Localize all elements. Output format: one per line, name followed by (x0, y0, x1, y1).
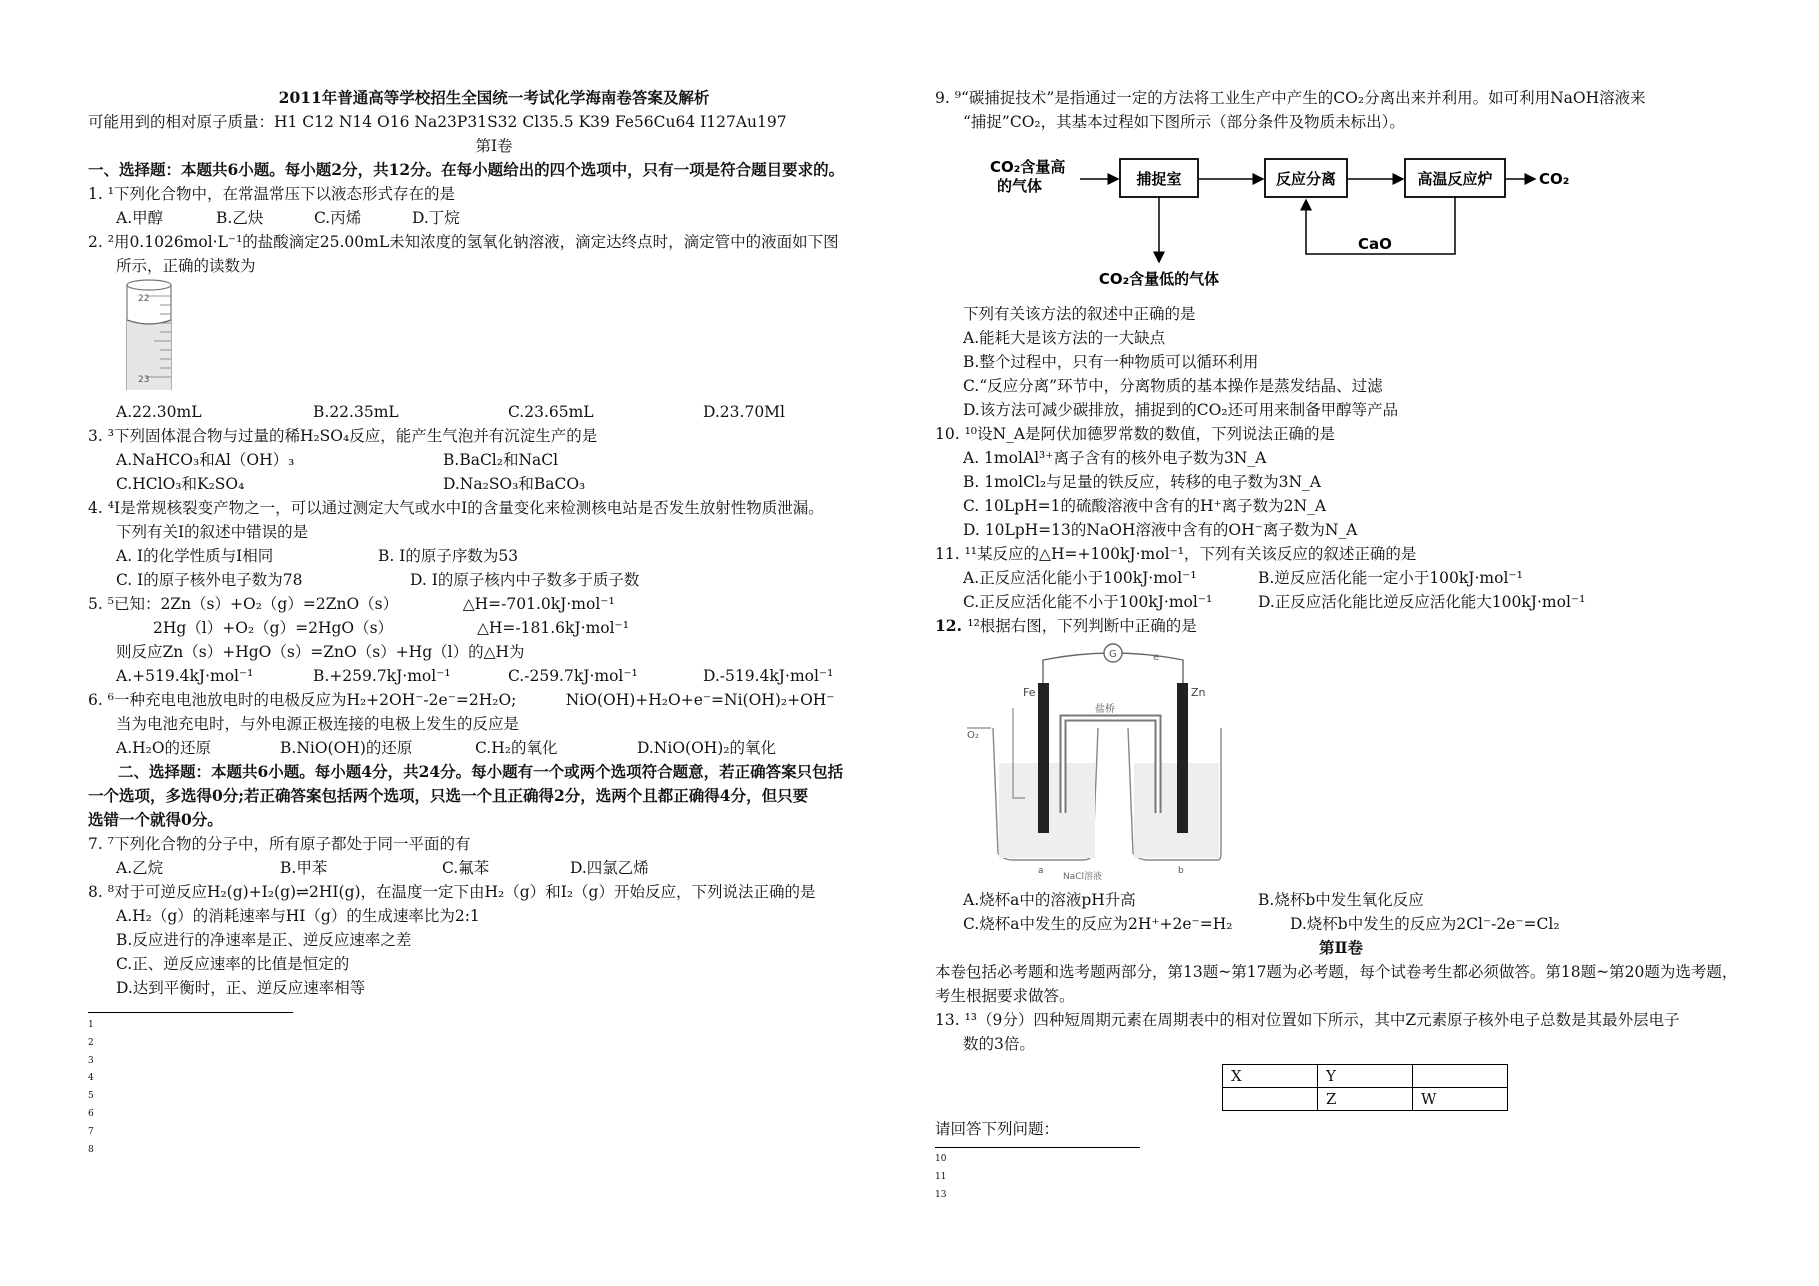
option-a: A.22.30mL (116, 403, 202, 421)
question-9-prompt: 下列有关该方法的叙述中正确的是 (963, 305, 1196, 323)
beaker-b-label: b (1178, 866, 1184, 876)
question-1 (88, 182, 900, 206)
option-c: C.丙烯 (314, 209, 362, 227)
footnote: 4 (88, 1073, 94, 1084)
reaction-separation-label: 反应分离 (1275, 170, 1337, 188)
galvanic-cell-figure (935, 638, 1747, 888)
galvanic-cell-diagram (963, 638, 1223, 883)
section-two-line2: 一个选项，多选得0分;若正确答案包括两个选项，只选一个且正确得2分，选两个且都正确得4分，但只要 (88, 786, 809, 805)
carbon-capture-flowchart (935, 134, 1747, 302)
page-title: 2011年普通高等学校招生全国统一考试化学海南卷答案及解析 (278, 88, 710, 107)
question-number: 2. (88, 233, 103, 251)
option-c: C. 10LpH=1的硫酸溶液中含有的H⁺离子数为2N_A (963, 497, 1327, 515)
zn-label: Zn (1191, 686, 1206, 699)
question-stem: ¹²根据右图，下列判断中正确的是 (967, 617, 1197, 635)
question-stem: ¹⁰设N_A是阿伏加德罗常数的数值，下列说法正确的是 (964, 425, 1336, 443)
option-a: A.+519.4kJ·mol⁻¹ (116, 667, 254, 685)
table-row (1223, 1088, 1508, 1111)
option-d: D.烧杯b中发生的反应为2Cl⁻-2e⁻=Cl₂ (1290, 915, 1560, 933)
enthalpy-1: △H=-701.0kJ·mol⁻¹ (462, 595, 615, 613)
question-5-options (88, 664, 900, 688)
part-two-heading: 第Ⅱ卷 (1318, 938, 1364, 957)
footnote: 1 (88, 1020, 94, 1030)
option-b: B.甲苯 (280, 859, 328, 877)
question-9-stem-cont: “捕捉”CO₂，其基本过程如下图所示（部分条件及物质未标出）。 (963, 113, 1405, 131)
question-2 (88, 230, 900, 254)
left-column (88, 86, 900, 1159)
question-13-stem-cont: 数的3倍。 (963, 1035, 1035, 1053)
question-number: 10. (935, 425, 960, 443)
question-1-options (88, 206, 900, 230)
beaker-a-label: a (1038, 866, 1044, 876)
option-c: C.23.65mL (508, 403, 594, 421)
option-c: C.正、逆反应速率的比值是恒定的 (116, 955, 350, 973)
oxygen-label: O₂ (967, 730, 979, 741)
question-4 (88, 496, 900, 520)
option-d: D.23.70Ml (703, 403, 786, 421)
question-4-options-row1 (88, 544, 900, 568)
table-cell (1223, 1088, 1318, 1111)
question-stem: ⁴I是常规核裂变产物之一，可以通过测定大气或水中I的含量变化来检测核电站是否发生放射性物质泄漏。 (107, 499, 824, 517)
table-row (1223, 1065, 1508, 1088)
question-13 (935, 1008, 1747, 1032)
footnote: 10 (935, 1154, 947, 1164)
flow-input-line2: 的气体 (997, 177, 1043, 195)
question-3-options-row2 (88, 472, 900, 496)
low-co2-gas-label: CO₂含量低的气体 (1098, 270, 1220, 288)
option-d: D.NiO(OH)₂的氧化 (637, 739, 777, 757)
question-12-options-row2 (935, 912, 1747, 936)
option-b: B.烧杯b中发生氧化反应 (1258, 891, 1424, 909)
option-d: D.四氯乙烯 (570, 859, 649, 877)
flow-input-line1: CO₂含量高 (990, 158, 1066, 176)
question-stem: ⁶一种充电电池放电时的电极反应为H₂+2OH⁻-2e⁻=2H₂O; (107, 691, 517, 709)
option-a: A.烧杯a中的溶液pH升高 (963, 891, 1136, 909)
flowchart-diagram (975, 134, 1575, 299)
option-c: C.“反应分离”环节中，分离物质的基本操作是蒸发结晶、过滤 (963, 377, 1383, 395)
question-7 (88, 832, 900, 856)
question-number: 1. (88, 185, 103, 203)
question-stem: ¹下列化合物中，在常温常压下以液态形式存在的是 (107, 185, 455, 203)
question-3-options-row1 (88, 448, 900, 472)
question-6-stem-cont: 当为电池充电时，与外电源正极连接的电极上发生的反应是 (116, 715, 520, 733)
table-cell (1413, 1065, 1508, 1088)
question-number: 11. (935, 545, 960, 563)
footnote: 11 (935, 1171, 947, 1182)
footnotes-right (935, 1151, 1747, 1204)
question-11-options-row2 (935, 590, 1747, 614)
option-d: D.Na₂SO₃和BaCO₃ (443, 475, 586, 493)
question-2-options (88, 400, 900, 424)
section-two-line1: 二、选择题：本题共6小题。每小题4分，共24分。每小题有一个或两个选项符合题意，若正确答案只包括 (118, 762, 844, 781)
zn-electrode (1177, 683, 1188, 833)
option-c: C. I的原子核外电子数为78 (116, 571, 303, 589)
option-b: B.整个过程中，只有一种物质可以循环利用 (963, 353, 1259, 371)
footnote-divider (935, 1147, 1140, 1148)
question-number: 8. (88, 883, 103, 901)
option-c: C.-259.7kJ·mol⁻¹ (508, 667, 638, 685)
svg-text:e: e (1153, 652, 1160, 663)
question-13-prompt: 请回答下列问题： (935, 1120, 1060, 1138)
footnote: 6 (88, 1108, 94, 1119)
fe-label: Fe (1023, 686, 1036, 699)
question-5-eq2 (88, 616, 900, 640)
option-a: A. 1molAl³⁺离子含有的核外电子数为3N_A (963, 449, 1267, 467)
footnote: 3 (88, 1055, 94, 1066)
question-stem: ⁷下列化合物的分子中，所有原子都处于同一平面的有 (107, 835, 471, 853)
question-5-stem-cont: 则反应Zn（s）+HgO（s）=ZnO（s）+Hg（l）的△H为 (116, 643, 525, 661)
atomic-masses: 可能用到的相对原子质量：H1 C12 N14 O16 Na23P31S32 Cl35.5 K39 Fe56Cu64 I127Au197 (88, 113, 787, 131)
burette-diagram (116, 278, 186, 398)
question-11-options-row1 (935, 566, 1747, 590)
electrode-equation: NiO(OH)+H₂O+e⁻=Ni(OH)₂+OH⁻ (565, 691, 835, 709)
furnace-label: 高温反应炉 (1417, 170, 1493, 188)
footnotes-left (88, 1017, 900, 1159)
question-10 (935, 422, 1747, 446)
question-7-options (88, 856, 900, 880)
burette-tick-22: 22 (138, 294, 150, 304)
footnote-divider (88, 1012, 293, 1013)
table-cell: W (1413, 1088, 1508, 1111)
question-stem: ²用0.1026mol·L⁻¹的盐酸滴定25.00mL未知浓度的氢氧化钠溶液，滴定达终点时，滴定管中的液面如下图 (107, 233, 839, 251)
burette-figure (88, 278, 900, 400)
option-d: D.丁烷 (412, 209, 460, 227)
question-number: 9. (935, 89, 950, 107)
option-c: C.H₂的氧化 (475, 739, 558, 757)
option-c: C.氟苯 (442, 859, 490, 877)
section-two-line3: 选错一个就得0分。 (88, 810, 223, 829)
right-column (935, 86, 1747, 1204)
fe-electrode (1038, 683, 1049, 833)
question-8 (88, 880, 900, 904)
flow-output-label: CO₂ (1539, 170, 1570, 188)
option-c: C.HClO₃和K₂SO₄ (116, 475, 245, 493)
question-6-options (88, 736, 900, 760)
option-a: A.H₂O的还原 (116, 739, 212, 757)
question-2-stem-cont: 所示，正确的读数为 (116, 257, 256, 275)
question-stem: ⁹“碳捕捉技术”是指通过一定的方法将工业生产中产生的CO₂分离出来并利用。如可利用NaOH溶液来 (954, 89, 1646, 107)
part-one-heading: 第Ⅰ卷 (475, 137, 513, 155)
option-a: A.正反应活化能小于100kJ·mol⁻¹ (963, 569, 1197, 587)
nacl-solution-label: NaCl溶液 (1063, 872, 1103, 882)
question-12-options-row1 (935, 888, 1747, 912)
option-d: D. 10LpH=13的NaOH溶液中含有的OH⁻离子数为N_A (963, 521, 1358, 539)
burette-tick-23: 23 (138, 375, 150, 385)
option-b: B.NiO(OH)的还原 (280, 739, 413, 757)
question-number: 6. (88, 691, 103, 709)
footnote: 7 (88, 1126, 94, 1137)
salt-bridge-label: 盐桥 (1095, 704, 1115, 715)
question-stem: ⁵已知：2Zn（s）+O₂（g）=2ZnO（s） (107, 595, 399, 613)
option-b: B.+259.7kJ·mol⁻¹ (313, 667, 451, 685)
galvanometer-label: G (1109, 649, 1117, 660)
question-4-stem-cont: 下列有关I的叙述中错误的是 (116, 523, 309, 541)
option-b: B.BaCl₂和NaCl (443, 451, 559, 469)
element-position-table (1222, 1064, 1508, 1111)
question-number: 12. (935, 616, 962, 635)
question-stem: ³下列固体混合物与过量的稀H₂SO₄反应，能产生气泡并有沉淀生产的是 (107, 427, 598, 445)
option-d: D.该方法可减少碳排放，捕捉到的CO₂还可用来制备甲醇等产品 (963, 401, 1399, 419)
table-cell: Z (1318, 1088, 1413, 1111)
option-b: B. 1molCl₂与足量的铁反应，转移的电子数为3N_A (963, 473, 1321, 491)
question-5 (88, 592, 900, 616)
question-4-options-row2 (88, 568, 900, 592)
option-a: A.H₂（g）的消耗速率与HI（g）的生成速率比为2:1 (116, 907, 480, 925)
question-6 (88, 688, 900, 712)
option-a: A.NaHCO₃和Al（OH）₃ (116, 451, 295, 469)
enthalpy-2: △H=-181.6kJ·mol⁻¹ (477, 619, 629, 637)
option-d: D.正反应活化能比逆反应活化能大100kJ·mol⁻¹ (1258, 593, 1586, 611)
question-number: 13. (935, 1011, 960, 1029)
option-c: C.烧杯a中发生的反应为2H⁺+2e⁻=H₂ (963, 915, 1233, 933)
option-b: B.反应进行的净速率是正、逆反应速率之差 (116, 931, 412, 949)
option-d: D. I的原子核内中子数多于质子数 (410, 571, 640, 589)
equation-2: 2Hg（l）+O₂（g）=2HgO（s） (153, 619, 394, 637)
element-grid-wrapper (935, 1064, 1747, 1111)
question-number: 7. (88, 835, 103, 853)
option-c: C.正反应活化能不小于100kJ·mol⁻¹ (963, 593, 1213, 611)
option-a: A.甲醇 (116, 209, 164, 227)
part-two-intro: 本卷包括必考题和选考题两部分，第13题~第17题为必考题，每个试卷考生都必须做答。第18题~第20题为选考题，考生根据要求做答。 (935, 963, 1738, 1005)
option-b: B.逆反应活化能一定小于100kJ·mol⁻¹ (1258, 569, 1523, 587)
option-a: A. I的化学性质与I相同 (116, 547, 274, 565)
option-a: A.能耗大是该方法的一大缺点 (963, 329, 1166, 347)
option-d: D.达到平衡时，正、逆反应速率相等 (116, 979, 366, 997)
footnote: 5 (88, 1091, 94, 1102)
cao-recycle-label: CaO (1358, 235, 1392, 253)
question-12 (935, 614, 1747, 638)
question-11 (935, 542, 1747, 566)
option-a: A.乙烷 (116, 859, 164, 877)
question-9 (935, 86, 1747, 110)
question-stem: ⁸对于可逆反应H₂(g)+I₂(g)⇌2HI(g)，在温度一定下由H₂（g）和I₂（g）开始反应，下列说法正确的是 (107, 883, 816, 901)
section-one-heading: 一、选择题：本题共6小题。每小题2分，共12分。在每小题给出的四个选项中，只有一项是符合题目要求的。 (88, 160, 845, 179)
option-b: B. I的原子序数为53 (378, 547, 519, 565)
footnote: 13 (935, 1189, 947, 1200)
question-number: 4. (88, 499, 103, 517)
capture-chamber-label: 捕捉室 (1136, 170, 1182, 188)
option-b: B.乙炔 (216, 209, 264, 227)
table-cell: Y (1318, 1065, 1413, 1088)
table-cell: X (1223, 1065, 1318, 1088)
question-number: 3. (88, 427, 103, 445)
question-stem: ¹³（9分）四种短周期元素在周期表中的相对位置如下所示，其中Z元素原子核外电子总数是其最外层电子 (964, 1011, 1680, 1029)
question-3 (88, 424, 900, 448)
option-d: D.-519.4kJ·mol⁻¹ (703, 667, 834, 685)
footnote: 8 (88, 1144, 94, 1155)
question-number: 5. (88, 595, 103, 613)
question-stem: ¹¹某反应的△H=+100kJ·mol⁻¹，下列有关该反应的叙述正确的是 (964, 545, 1417, 563)
option-b: B.22.35mL (313, 403, 399, 421)
footnote: 2 (88, 1037, 94, 1048)
